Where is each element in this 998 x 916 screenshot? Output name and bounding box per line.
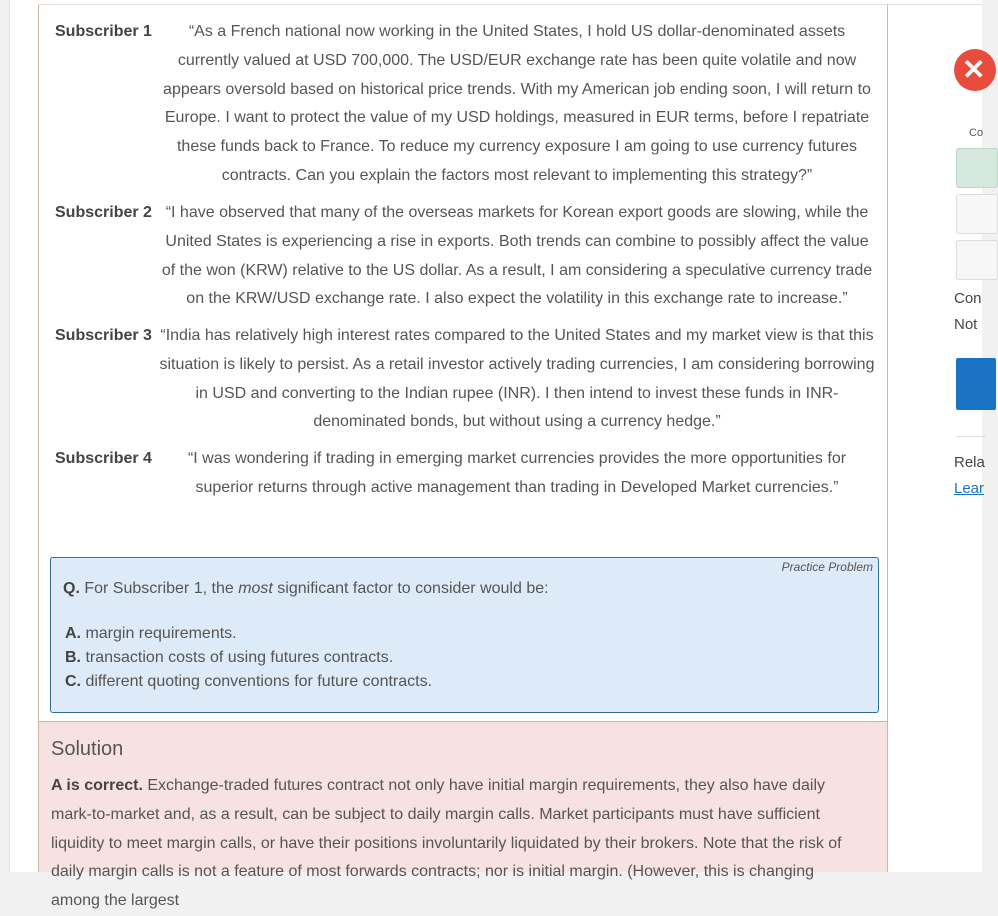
- option-c-letter: C.: [65, 673, 81, 690]
- right-sidebar: [888, 0, 986, 872]
- sidebar-option-2[interactable]: [956, 194, 998, 234]
- subscriber-1-quote: “As a French national now working in the United States, I hold US dollar-denominated assets currently valued at USD 700,000. The USD/EUR exchange rate has been quite volatile and now appears oversold based on historical price trends. With my American job ending soon, I will return to Europe. I want to protect the value of my USD holdings, measured in EUR terms, before I repatriate these funds back to France. To reduce my currency exposure I am going to use currency futures contracts. Can you explain the factors most relevant to implementing this strategy?”: [163, 23, 871, 184]
- option-c-text: different quoting conventions for future contracts.: [81, 673, 433, 690]
- close-icon[interactable]: ✕: [954, 49, 996, 91]
- practice-problem-tag: Practice Problem: [781, 560, 873, 574]
- option-b-letter: B.: [65, 649, 81, 666]
- subscriber-2-label: Subscriber 2: [55, 204, 152, 221]
- question-part-2: significant factor to consider would be:: [272, 580, 549, 597]
- subscriber-3-quote: “India has relatively high interest rates compared to the United States and my market view is that this situation is likely to persist. As a retail investor actively trading currencies, I am considering borrowing in USD and converting to the Indian rupee (INR). I then intend to invest these funds in INR-denominated bonds, but without using a currency hedge.”: [159, 327, 875, 431]
- option-a-letter: A.: [65, 625, 81, 642]
- main-content: [9, 0, 888, 910]
- sidebar-learn-link[interactable]: Lear: [954, 480, 985, 497]
- answer-option-b: [65, 646, 432, 670]
- sidebar-primary-button[interactable]: [956, 358, 996, 410]
- question-prefix: Q.: [63, 580, 80, 597]
- solution-title: Solution: [51, 738, 124, 760]
- question-text: [63, 580, 549, 598]
- subscriber-3-label: Subscriber 3: [55, 327, 152, 344]
- sidebar-option-selected[interactable]: [956, 148, 998, 188]
- subscriber-2-quote: “I have observed that many of the overseas markets for Korean export goods are slowing, while the United States is experiencing a rise in exports. Both trends can combine to possibly affect the value of the won (KRW) relative to the US dollar. As a result, I am considering a speculative currency trade on the KRW/USD exchange rate. I also expect the volatility in this exchange rate to increase.”: [161, 204, 873, 308]
- answer-option-c: [65, 670, 432, 694]
- subscriber-quotes-card: [38, 4, 888, 721]
- sidebar-small-label: Co: [969, 127, 984, 139]
- sidebar-text-1: Con: [954, 290, 982, 307]
- solution-body: Exchange-traded futures contract not only have initial margin requirements, they also have daily mark-to-market and, as a result, can be subject to daily margin calls. Market participants must have sufficient liquidity to meet margin calls, or have their positions involuntarily liquidated by their brokers. Note that the risk of daily margin calls is not a feature of most forwards contracts; nor is initial margin. (However, this is changing among the largest: [51, 777, 842, 910]
- sidebar-option-3[interactable]: [956, 240, 998, 280]
- solution-lead: A is correct.: [51, 777, 143, 794]
- subscriber-1-label: Subscriber 1: [55, 23, 152, 40]
- sidebar-rule: [956, 436, 986, 437]
- solution-panel: [38, 721, 888, 910]
- answer-option-a: [65, 622, 432, 646]
- question-emphasis: most: [238, 580, 273, 597]
- question-part-1: For Subscriber 1, the: [79, 580, 239, 597]
- sidebar-divider: [888, 4, 982, 5]
- option-b-text: transaction costs of using futures contracts.: [81, 649, 394, 666]
- sidebar-text-3: Rela: [954, 454, 985, 471]
- answer-options: [65, 622, 432, 694]
- subscriber-4-label: Subscriber 4: [55, 450, 152, 467]
- practice-problem-box: [50, 557, 879, 713]
- subscriber-4-quote: “I was wondering if trading in emerging market currencies provides the more opportunities for superior returns through active management than trading in Developed Market currencies.”: [187, 450, 847, 496]
- option-a-text: margin requirements.: [81, 625, 237, 642]
- sidebar-text-2: Not: [954, 316, 978, 333]
- solution-text: [51, 772, 867, 916]
